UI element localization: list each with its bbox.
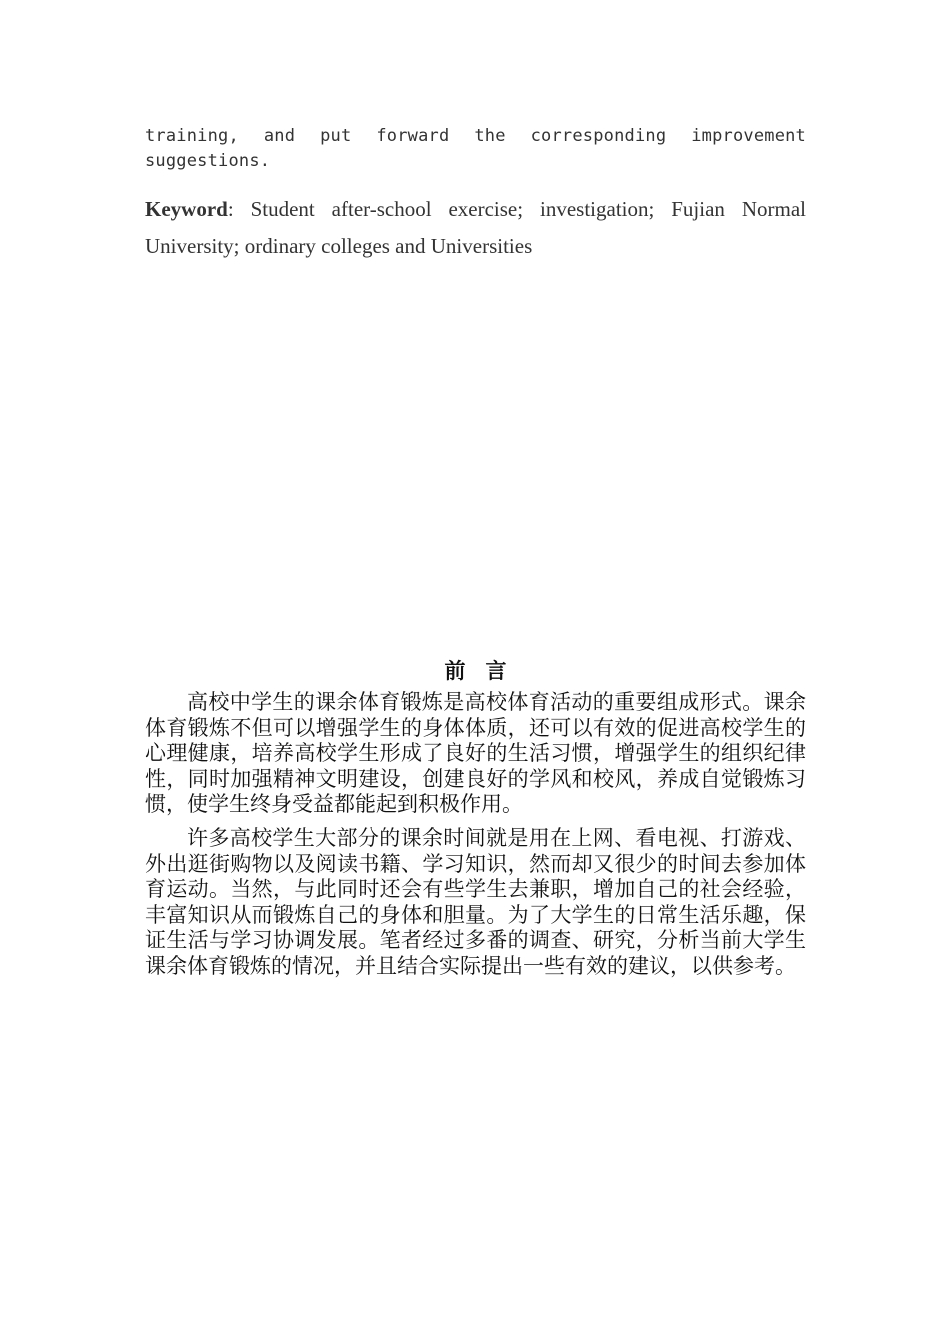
keywords-separator: :: [227, 197, 251, 221]
keywords-line: [145, 191, 806, 265]
abstract-tail-text: training, and put forward the corresponding improvement suggestions.: [145, 126, 806, 171]
keywords-text: Student after-school exercise; investigation; Fujian Normal University; ordinary colleges and Universities: [145, 197, 806, 258]
preface-paragraph-1: 高校中学生的课余体育锻炼是高校体育活动的重要组成形式。课余体育锻炼不但可以增强学生的身体体质，还可以有效的促进高校学生的心理健康，培养高校学生形成了良好的生活习惯，增强学生的组织纪律性，同时加强精神文明建设，创建良好的学风和校风，养成自觉锻炼习惯，使学生终身受益都能起到积极作用。: [145, 690, 806, 816]
preface-title: 前言: [444, 658, 527, 683]
preface-paragraph-2: 许多高校学生大部分的课余时间就是用在上网、看电视、打游戏、外出逛街购物以及阅读书籍、学习知识，然而却又很少的时间去参加体育运动。当然，与此同时还会有些学生去兼职，增加自己的社会经验，丰富知识从而锻炼自己的身体和胆量。为了大学生的日常生活乐趣，保证生活与学习协调发展。笔者经过多番的调查、研究，分析当前大学生课余体育锻炼的情况，并且结合实际提出一些有效的建议，以供参考。: [145, 826, 806, 978]
keywords-label: Keyword: [145, 197, 228, 221]
